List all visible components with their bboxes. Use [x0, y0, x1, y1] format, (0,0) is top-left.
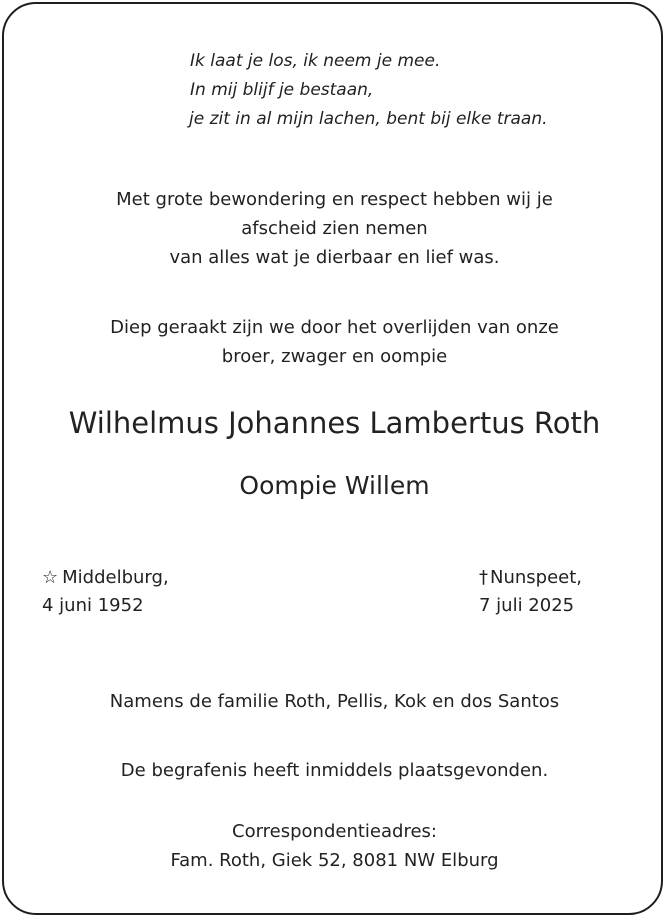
- intro-line-2: afscheid zien nemen: [241, 218, 428, 239]
- poem: [190, 47, 548, 134]
- death-info: [479, 564, 582, 620]
- intro-line-3: van alles wat je dierbaar en lief was.: [169, 247, 500, 268]
- correspondence-address: Fam. Roth, Giek 52, 8081 NW Elburg: [170, 850, 499, 871]
- death-date: 7 juli 2025: [479, 595, 575, 616]
- poem-line-2: In mij blijf je bestaan,: [190, 80, 374, 100]
- poem-line-3: je zit in al mijn lachen, bent bij elke traan.: [189, 109, 548, 129]
- deceased-full-name: Wilhelmus Johannes Lambertus Roth: [68, 406, 601, 440]
- birth-info: [42, 564, 169, 620]
- intro-line-1: Met grote bewondering en respect hebben wij je: [116, 189, 553, 210]
- deceased-nickname: Oompie Willem: [239, 471, 430, 500]
- announcement-text: [0, 313, 669, 371]
- birth-date: 4 juni 1952: [42, 595, 144, 616]
- star-icon: ☆: [42, 567, 59, 588]
- family-line: Namens de familie Roth, Pellis, Kok en dos Santos: [109, 691, 560, 712]
- poem-line-1: Ik laat je los, ik neem je mee.: [190, 51, 441, 71]
- cross-icon: †: [479, 567, 488, 588]
- correspondence-block: [0, 817, 669, 875]
- announcement-line-2: broer, zwager en oompie: [221, 346, 448, 367]
- funeral-line: De begrafenis heeft inmiddels plaatsgevonden.: [120, 760, 549, 781]
- birth-place: Middelburg,: [62, 567, 169, 588]
- correspondence-label: Correspondentieadres:: [232, 821, 437, 842]
- announcement-line-1: Diep geraakt zijn we door het overlijden van onze: [110, 317, 559, 338]
- death-place: Nunspeet,: [490, 567, 583, 588]
- intro-text: [0, 185, 669, 272]
